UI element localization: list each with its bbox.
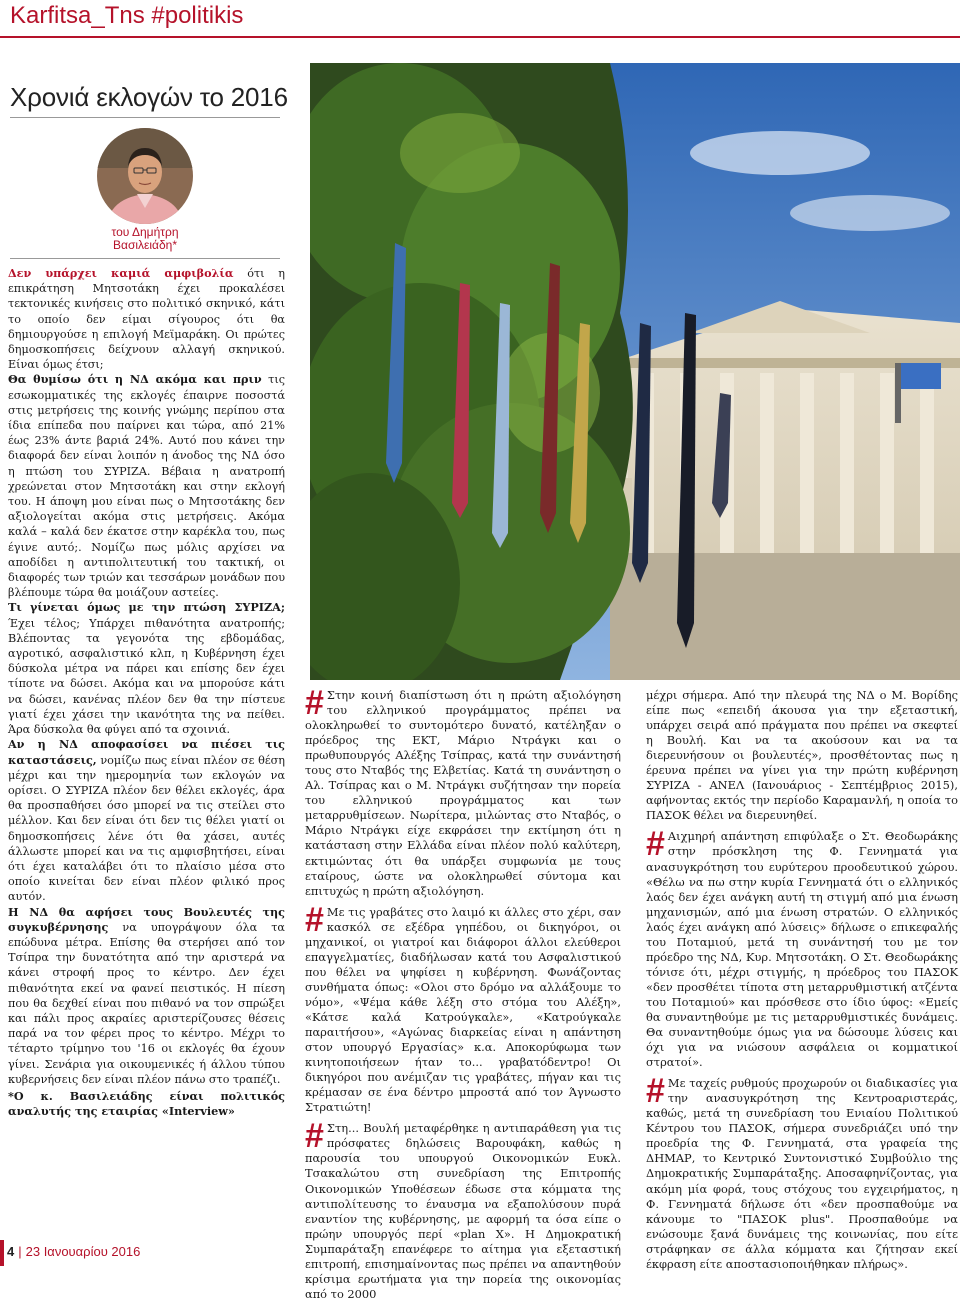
news-item [305,684,621,899]
hash-mark: # [305,900,324,939]
hash-mark: # [305,1117,324,1156]
header-title: Karfitsa_Tns #politikis [10,2,244,29]
news-item-text: Αιχμηρή απάντηση επιφύλαξε ο Στ. Θεοδωράκης στην πρόσκληση της Φ. Γεννηματά για ανασυγκρότηση του ευρύτερου προοδευτικού χώρου. «Θέλω να πω στην κυρία Γεννηματά ότι ο ελληνικός λαός δεν έχει ανάγκη αυτή τη στιγμή από μια ένωση μηχανισμών, από μια ένωση στρατών. Ο ελληνικός λαός έχει ανάγκη από λύσεις» δήλωσε ο επικεφαλής του Ποταμιού, μετά τη συνάντησή του με τον πρόεδρο της ΝΔ, Κυρ. Μητσοτάκη. Ο Στ. Θεοδωράκης τόνισε ότι, μέχρι στιγμής, η πρόεδρος του ΠΑΣΟΚ «δεν προσθέτει τίποτα στη μεταρρυθμιστική ατζέντα του Ποταμιού» και πρόσθεσε στο ίδιο ύφος: «Εμείς θα συναντηθούμε με τις μεταρρυθμιστικές δυνάμεις. Θα συναντηθούμε όμως για να δώσουμε λύσεις και όχι για να νιώσουν ασφάλεια οι κομματικοί στρατοί». [646,829,958,1070]
author-photo [97,128,193,224]
byline [0,226,290,252]
news-item-text: Με ταχείς ρυθμούς προχωρούν οι διαδικασίες για την ανασυγκρότηση της Κεντροαριστεράς, καθώς, μετά τη συνεδρίαση του Ενιαίου Πολιτικού Κέντρου του ΠΑΣΟΚ, σήμερα συνεδριάζει υπό την προεδρία της Φ. Γεννηματά, στα γραφεία της ΔΗΜΑΡ, το Κεντρικό Συντονιστικό Συμβούλιο της Δημοκρατικής Συμπαράταξης. Αποσαφηνίζοντας, για ακόμη μία φορά, τους στόχους του εγχειρήματος, η Φ. Γεννηματά δήλωσε ότι «δεν προσπαθούμε να κάνουμε το "ΠΑΣΟΚ plus". Προσπαθούμε να ενώσουμε ξανά δυνάμεις της κοινωνίας, που είτε στράφηκαν σε άλλα κόμματα και ζήτησαν εκεί έκφραση είτε αποστασιοποιήθηκαν πλήρως». [646,1076,958,1271]
news-item [305,900,621,1116]
footer [7,1244,140,1259]
paragraph-text: να υπογράψουν όλα τα επώδυνα μέτρα. Επίσης θα στερήσει από τον Τσίπρα την δυνατότητα από την αριστερά να κάνει στροφή προς το κέντρο. Δεν έχει πιθανότητα εκεί να φανεί πειστικός. Η πίεση που θα δεχθεί είναι που πιθανό να τον σπρώξει και πάλι προς ακραίες αριστερίζουσες θέσεις παρά να τον φέρει προς το κέντρο. Μέχρι το τέταρτο τρίμηνο του '16 οι εκλογές θα έχουν γίνει. Σενάρια για οικουμενικές ή άλλου τύπου κυβερνήσεις δεν είναι πλέον πάνω στο τραπέζι. [8,920,285,1086]
paragraph [8,600,285,737]
paragraph-lead: Η ΝΔ θα αφήσει τους Βουλευτές της συγκυβέρνησης [8,904,285,934]
author-note: *Ο κ. Βασιλειάδης είναι πολιτικός αναλυτής της εταιρίας «Interview» [8,1088,285,1119]
opinion-column [8,266,285,1119]
header-rule [0,36,960,38]
paragraph-lead: Θα θυμίσω ότι η ΝΔ ακόμα και πριν [8,372,262,387]
paragraph-text: νομίζω πως είναι πλέον σε θέση μέχρι και την ημερομηνία των εκλογών να ορίσει. Ο ΣΥΡΙΖΑ πλέον δεν θέλει εκλογές, άρα θα προσπαθήσει όσο μπορεί να τις στείλει στο μέλλον. Και δεν είναι ότι δεν τις θέλει γιατί οι δημοσκοπήσεις λένε ότι θα χάσει, αυτές άλλωστε μπορεί και να τις αμφισβητήσει, είναι ότι έχει καταλάβει ότι το πλαίσιο μέσα στο οποίο κινείται δεν είναι πλέον φιλικό προς αυτόν. [8,753,285,904]
news-item [305,1117,621,1302]
paragraph-lead: Αν η ΝΔ αποφασίσει να πιέσει τις καταστάσεις, [8,737,285,767]
hash-mark: # [646,825,665,864]
title-rule [10,117,280,118]
paragraph-lead: Δεν υπάρχει καμιά αμφιβολία [8,266,234,280]
news-item-continued: μέχρι σήμερα. Από την πλευρά της ΝΔ ο Μ. Βορίδης είπε πως «επειδή άκουσα για την εξεταστική, υπάρχει σειρά από πράγματα που πρέπει να σκεφτεί η Βουλή. Και να τα ακούσουν και να τα διερευνήσουν οι βουλευτές», προσθέτοντας πως η έρευνα πρέπει να γίνει για την πρώτη κυβέρνηση ΣΥΡΙΖΑ - ΑΝΕΛ (Ιανουάριος - Σεπτέμβριος 2015), αφήνοντας εκτός την περίοδο Καραμανλή, η οποία το ΠΑΣΟΚ θέλει να διερευνηθεί. [646,688,958,823]
page-number: 4 [7,1244,15,1259]
paragraph-lead: Τι γίνεται όμως με την πτώση ΣΥΡΙΖΑ; [8,600,285,615]
hash-mark: # [305,684,324,722]
parliament-ties-photo [310,63,960,680]
news-column-left [305,684,621,1308]
hash-mark: # [646,1072,665,1111]
byline-name: Βασιλειάδη* [113,238,177,252]
paragraph [8,266,285,372]
paragraph-text: ότι η επικράτηση Μητσοτάκη έχει προκαλέσει τεκτονικές κινήσεις στο πολιτικό σκηνικό, κάτι το οποίο δεν είμαι σίγουρος ότι θα δημιουργούσε η επιλογή Μεϊμαράκη. Οι πρώτες δημοσκοπήσεις δείχνουν αλλαγή σκηνικού. Είναι όμως έτσι; [8,267,285,372]
byline-prefix: του Δημήτρη [111,225,179,239]
footer-bar [0,1240,4,1266]
paragraph-text: τις εσωκομματικές της εκλογές έπαιρνε ποσοστά στις μετρήσεις της κοινής γνώμης περίπου στα ίδια επίπεδα που παίρνει και τώρα, από 21% έως 23% άντε βαριά 24%. Αυτό που κάνει την διαφορά δεν είναι λοιπόν η άνοδος της ΝΔ όσο η πτώση του ΣΥΡΙΖΑ. Βέβαια η ανατροπή χρεώνεται στον Μητσοτάκη και στην εκλογή του. Η άποψη μου είναι πως ο Μητσοτάκης δεν αξιολογείται ακόμα στις μετρήσεις. Ακόμα καλά – καλά δεν έκατσε στην καρέκλα του, πως έγινε αυτό;. Νομίζω πως μόλις αρχίσει να αποδίδει η αντιπολιτευτική του τακτική, οι διαφορές των τριών και τεσσάρων μονάδων που βλέπουμε τώρα θα μοιάζουν αστείες. [8,373,285,600]
news-item [646,1072,958,1272]
news-item-text: Στη... Βουλή μεταφέρθηκε η αντιπαράθεση για τις πρόσφατες δηλώσεις Βαρουφάκη, καθώς η παρουσία του υπουργού Οικονομικών Ευκλ. Τσακαλώτου στη συνεδρίαση της Επιτροπής Οικονομικών Υποθέσεων έδωσε στα κόμματα της αντιπολίτευσης το έναυσμα να εξαπολύσουν πυρά εναντίον της κυβέρνησης, με αφορμή τα όσα είπε ο πρώην υπουργός περί «plan X». Η Δημοκρατική Συμπαράταξη επανέφερε το αίτημα για εξεταστική επιτροπή, επισημαίνοντας πως πρέπει να απαντηθούν κρίσιμα ερωτήματα για την πορεία της οικονομίας από το 2000 [305,1121,621,1301]
news-column-right [646,688,958,1278]
news-item-text: Στην κοινή διαπίστωση ότι η πρώτη αξιολόγηση του ελληνικού προγράμματος πρέπει να ολοκληρωθεί το συντομότερο δυνατό, κατέληξαν ο πρόεδρος της ΕΚΤ, Μάριο Ντράγκι και ο πρωθυπουργός Αλέξης Τσίπρας, κατά την συνάντησή τους στο Νταβός της Ελβετίας. Κατά τη συνάντηση ο Αλ. Τσίπρας και ο Μ. Ντράγκι συζήτησαν την πορεία του ελληνικού προγράμματος και των μεταρρυθμίσεων. Νωρίτερα, μιλώντας στο Νταβός, ο Μάριο Ντράγκι είχε εκφράσει την εκτίμηση ότι η κατάσταση στην Ελλάδα είναι πλέον πολύ καλύτερη, εκτιμώντας ότι θα υπάρξει συμφωνία με τους εταίρους, ώστε να ολοκληρωθεί σύντομα και επιτυχώς η πρώτη αξιολόγηση. [305,688,621,898]
issue-date: 23 Ιανουαρίου 2016 [25,1244,141,1259]
column-title: Χρονιά εκλογών το 2016 [10,82,288,112]
byline-rule [10,258,280,259]
paragraph [8,737,285,904]
footer-separator: | [18,1244,22,1259]
paragraph [8,905,285,1087]
news-item-text: Με τις γραβάτες στο λαιμό κι άλλες στο χέρι, σαν κασκόλ σε εξέδρα γηπέδου, οι δικηγόροι, οι μηχανικοί, οι γιατροί και διάφοροι άλλοι ελεύθεροι επαγγελματίες, διαδήλωσαν κατά του Ασφαλιστικού που θέλει να ψηφίσει η κυβέρνηση. Φωνάζοντας συνθήματα όπως: «Ολοι στο δρόμο να αλλάξουμε το νόμο», «Ψέμα κάθε λέξη στο στόμα του Αλέξη», «Κάτσε καλά Κατρούγκαλε», «Κατρούγκαλε παραιτήσου», «Αγώνας διαρκείας είναι η απάντηση στον υπουργό Εργασίας» κ.α. Αποκορύφωμα των κινητοποιήσεων ήταν το... γραβατόδεντρο! Οι δικηγόροι που ανέμιζαν τις γραβάτες, πήγαν και τις κρέμασαν σε ένα δέντρο μπροστά από τον Άγνωστο Στρατιώτη! [305,904,621,1115]
paragraph-text: Έχει τέλος; Υπάρχει πιθανότητα ανατροπής; Βλέποντας τα γεγονότα της εβδομάδας, αγροτικό, ασφαλιστικό κλπ, η Κυβέρνηση έχει δύσκολα μέτρα να πάρει και επίσης δεν έχει τίποτε να δώσει. Ακόμα και να μπορούσε κάτι να δώσει, κανένας πλέον δεν θα την πίστευε γιατί έχει χάσει την ικανότητα της να πείθει. Άρα δύσκολα θα φύγει από τα σχοινιά. [8,616,285,737]
paragraph [8,372,285,600]
news-item [646,825,958,1070]
